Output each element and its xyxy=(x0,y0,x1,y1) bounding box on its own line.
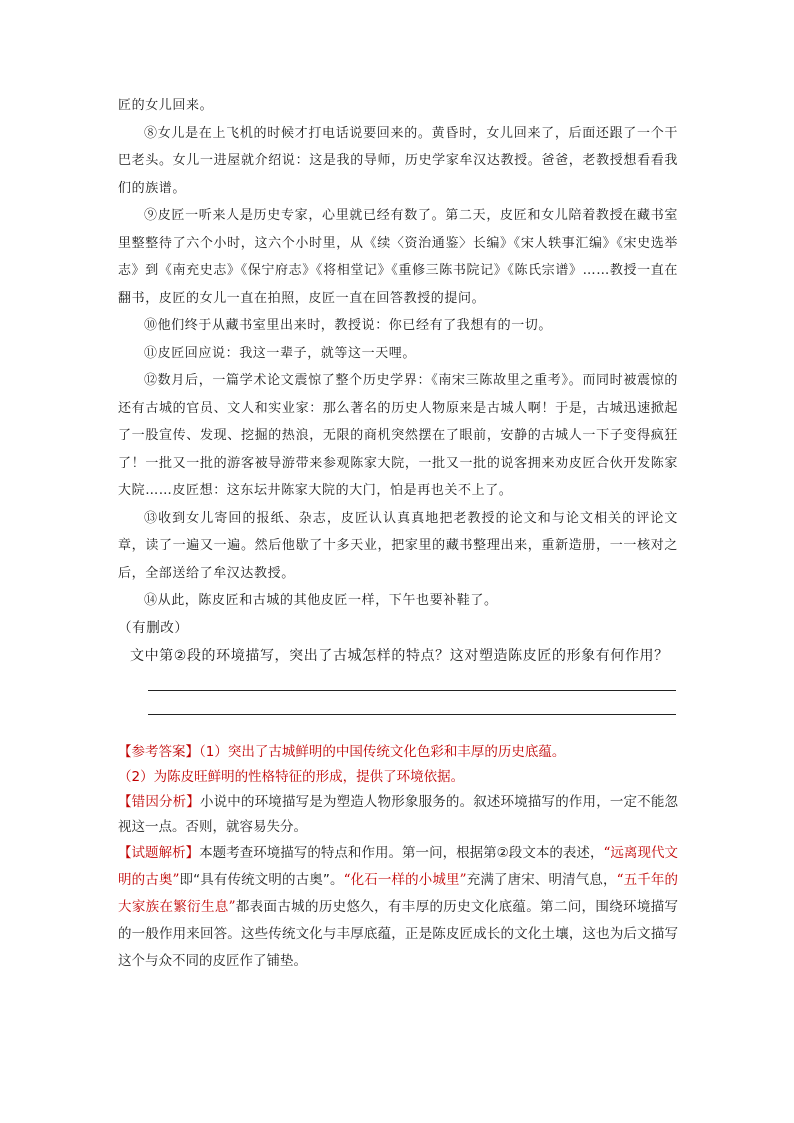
story-excerpt xyxy=(118,92,678,715)
paragraph-10: ⑩他们终于从藏书室里出来时，教授说：你已经有了我想有的一切。 xyxy=(144,318,553,333)
answer-section xyxy=(118,740,678,975)
solution-text-e: 都表面古城的历史悠久，有丰厚的历史文化底蕴。第二问，围绕环境描写的一般作用来回答。这些传统文化与丰厚底蕴，正是陈皮匠成长的文化土壤，这也为后文描写这个与众不同的皮匠作了铺垫。 xyxy=(118,899,679,969)
error-analysis xyxy=(118,790,678,840)
error-analysis-text: 小说中的环境描写是为塑造人物形象服务的。叙述环境描写的作用，一定不能忽视这一点。否则，就容易失分。 xyxy=(118,794,679,835)
paragraph-9: ⑨皮匠一听来人是历史专家，心里就已经有数了。第二天，皮匠和女儿陪着教授在藏书室里整整待了六个小时，这六个小时里，从《续〈资治通鉴〉长编》《宋人轶事汇编》《宋史选举志》到《南充史志》《保宁府志》《将相堂记》《重修三陈书院记》《陈氏宗谱》……教授一直在翻书，皮匠的女儿一直在拍照，皮匠一直在回答教授的提问。 xyxy=(118,208,678,306)
reference-answer-point-1: （1）突出了古城鲜明的中国传统文化色彩和丰厚的历史底蕴。 xyxy=(199,744,566,760)
question-text: 文中第②段的环境描写，突出了古城怎样的特点？这对塑造陈皮匠的形象有何作用？ xyxy=(130,648,669,664)
source-note: （有删改） xyxy=(118,619,189,636)
paragraph-8: ⑧女儿是在上飞机的时候才打电话说要回来的。黄昏时，女儿回来了，后面还跟了一个干巴老头。女儿一进屋就介绍说：这是我的导师，历史学家牟汉达教授。爸爸，老教授想看看我们的族谱。 xyxy=(118,125,678,196)
reference-answer-2 xyxy=(118,765,678,790)
paragraph-13: ⑬收到女儿寄回的报纸、杂志，皮匠认认真真地把老教授的论文和与论文相关的评论文章，读了一遍又一遍。然后他歇了十多天业，把家里的藏书整理出来，重新造册，一一核对之后，全部送给了牟汉达教授。 xyxy=(118,510,678,581)
answer-line-1 xyxy=(148,690,676,691)
reference-answer-point-2: （2）为陈皮旺鲜明的性格特征的形成，提供了环境依据。 xyxy=(118,769,465,785)
paragraph-tail: 匠的女儿回来。 xyxy=(118,98,214,113)
paragraph-11: ⑪皮匠回应说：我这一辈子，就等这一天哩。 xyxy=(144,345,417,361)
solution-quote-1: “远离现代文明的古奥” xyxy=(118,845,679,888)
reference-answer-tag: 【参考答案】 xyxy=(118,744,199,760)
error-analysis-tag: 【错因分析】 xyxy=(118,794,200,810)
solution-analysis-tag: 【试题解析】 xyxy=(118,845,200,861)
reference-answer-1 xyxy=(118,740,678,765)
solution-quote-3: “化石一样的小城里” xyxy=(343,872,467,888)
solution-quote-2: “具有传统文明的古奥” xyxy=(193,872,330,888)
solution-text-b: 即 xyxy=(179,872,194,888)
paragraph-12: ⑫数月后，一篇学术论文震惊了整个历史学界：《南宋三陈故里之重考》。而同时被震惊的还有古城的官员、文人和实业家：那么著名的历史人物原来是古城人啊！于是，古城迅速掀起了一股宣传、发现、挖掘的热浪，无限的商机突然摆在了眼前，安静的古城人一下子变得疯狂了！一批又一批的游客被导游带来参观陈家大院，一批又一批的说客拥来劝皮匠合伙开发陈家大院……皮匠想：这东坛井陈家大院的大门，怕是再也关不上了。 xyxy=(118,373,678,498)
paragraph-14: ⑭从此，陈皮匠和古城的其他皮匠一样，下午也要补鞋了。 xyxy=(144,593,498,608)
solution-text-c: 。 xyxy=(329,872,344,888)
solution-text-d: 充满了唐宋、明清气息， xyxy=(466,872,617,888)
answer-line-2 xyxy=(148,714,676,715)
solution-quote-4: “五千年的大家族在繁衍生息” xyxy=(118,872,678,915)
solution-text-a: 本题考查环境描写的特点和作用。第一问，根据第②段文本的表述， xyxy=(199,845,604,861)
solution-analysis xyxy=(118,840,678,975)
